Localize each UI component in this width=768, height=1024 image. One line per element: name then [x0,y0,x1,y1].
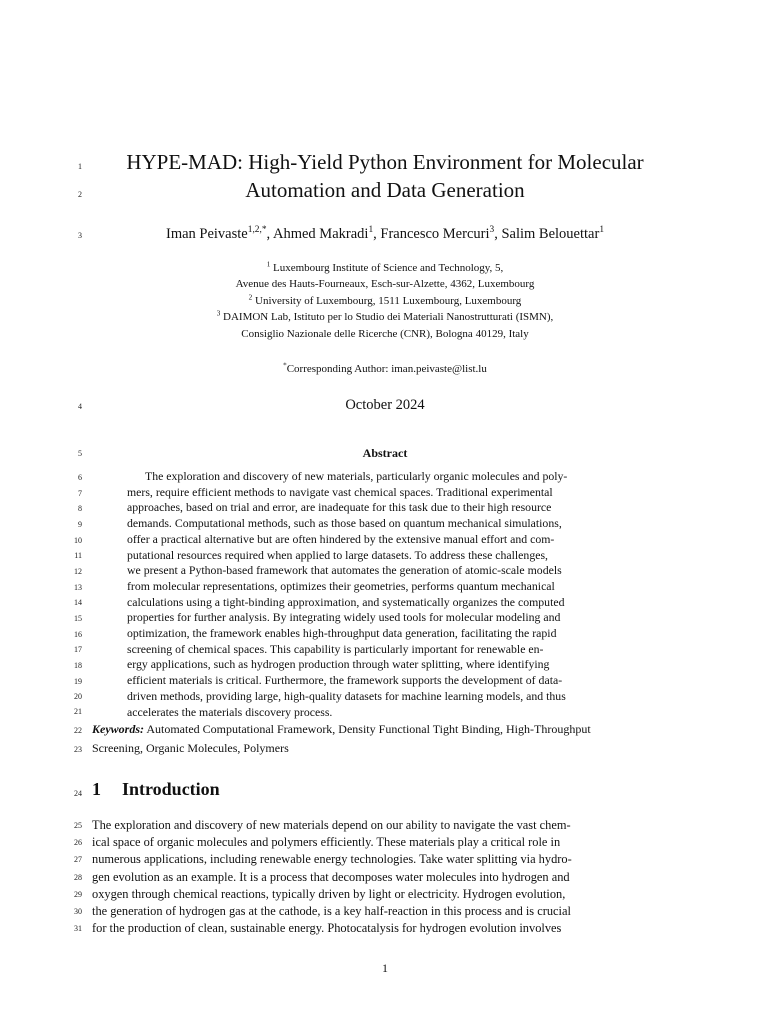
affiliation-line: $^1$ Luxembourg Institute of Science and Technology, 5, [266,260,504,274]
introduction-body [92,817,678,937]
line-number: 17 [74,645,82,654]
line-number: 19 [74,677,82,686]
line-number: 28 [74,873,82,882]
abstract-line: mers, require efficient methods to navigate vast chemical spaces. Traditional experimental [127,484,553,499]
body-line: numerous applications, including renewable energy technologies. Take water splitting via hydro- [92,852,572,867]
line-number: 13 [74,583,82,592]
line-number: 31 [74,924,82,933]
line-number: 23 [74,745,82,754]
affiliation-marker: 3 [216,309,221,318]
author-list [92,224,678,244]
line-number: 5 [78,449,82,458]
affiliation-line: Consiglio Nazionale delle Ricerche (CNR), Bologna 40129, Italy [241,327,529,340]
line-number: 21 [74,707,82,716]
line-number: 7 [78,489,82,498]
abstract-line: approaches, based on trial and error, are inadequate for this task due to their high resource [127,500,552,515]
abstract-body [127,469,643,720]
page-number: 1 [382,961,388,975]
corresponding-email: Corresponding Author: iman.peivaste@list.lu [286,363,487,375]
line-number: 22 [74,726,82,735]
keywords-line: Screening, Organic Molecules, Polymers [92,741,289,755]
section-number: 1 [92,779,101,799]
line-number: 15 [74,614,82,623]
author-separator: , [494,226,502,242]
paper-title-line-2: Automation and Data Generation [245,178,525,202]
body-line: ical space of organic molecules and polymers efficiently. These materials play a critical role in [92,835,561,850]
line-number: 20 [74,692,82,701]
body-line: for the production of clean, sustainable energy. Photocatalysis for hydrogen evolution involves [92,921,562,936]
body-line: The exploration and discovery of new materials depend on our ability to navigate the vast chem- [92,818,571,832]
author-name: Francesco Mercuri [380,226,490,242]
affiliation-marker: 2 [248,293,253,302]
author-name: Ahmed Makradi [273,226,369,242]
line-number: 30 [74,907,82,916]
abstract-line: we present a Python-based framework that automates the generation of atomic-scale models [127,563,562,578]
line-number: 14 [74,598,82,607]
author-affiliation-marker: 3 [489,225,495,236]
line-number: 2 [78,190,82,199]
abstract-line: ergy applications, such as hydrogen production through water splitting, where identifying [127,657,550,672]
affiliation-line: $^2$ University of Luxembourg, 1511 Luxembourg, Luxembourg [248,293,522,307]
paper-title-line-1: HYPE-MAD: High-Yield Python Environment for Molecular [126,150,644,174]
line-number: 10 [74,536,82,545]
author-name: Salim Belouettar [501,226,600,242]
author-affiliation-marker: 1,2,* [247,225,267,236]
abstract-line: from molecular representations, optimizes their geometries, performs quantum mechanical [127,578,555,593]
keywords-line [92,720,680,739]
corresponding-marker: * [283,361,287,370]
author-affiliation-marker: 1 [368,225,374,236]
author-name: Iman Peivaste [165,226,248,242]
line-number: 27 [74,855,82,864]
author-affiliation-marker: 1 [599,225,605,236]
author-separator: , [373,226,381,242]
abstract-line: optimization, the framework enables high-throughput data generation, facilitating the rapid [127,626,557,641]
abstract-line: screening of chemical spaces. This capability is particularly important for renewable en- [127,641,544,656]
affiliation-line: $^3$ DAIMON Lab, Istituto per lo Studio dei Materiali Nanostrutturati (ISMN), [216,309,554,324]
body-line: the generation of hydrogen gas at the cathode, is a key half-reaction in this process and is crucial [92,904,571,919]
line-number: 1 [78,162,82,171]
abstract-line: offer a practical alternative but are often hindered by the extensive manual effort and com- [127,531,555,546]
keywords-block [92,720,680,758]
line-number: 12 [74,567,82,576]
affiliation-line: Avenue des Hauts-Fourneaux, Esch-sur-Alzette, 4362, Luxembourg [235,278,535,291]
publication-date: October 2024 [345,397,425,413]
affiliation-block [92,260,678,342]
abstract-line: efficient materials is critical. Furthermore, the framework supports the development of data- [127,673,563,688]
line-number: 18 [74,661,82,670]
section-heading [92,778,220,800]
line-number: 25 [74,821,82,830]
line-number: 4 [78,402,82,411]
author-separator: , [266,226,273,242]
abstract-line: accelerates the materials discovery process. [127,704,333,719]
abstract-line: properties for further analysis. By integrating widely used tools for molecular modeling and [127,610,561,625]
line-number: 16 [74,630,82,639]
abstract-line: The exploration and discovery of new materials, particularly organic molecules and poly- [145,469,568,483]
line-number: 8 [78,504,82,513]
abstract-line: putational resources required when applied to large datasets. To address these challenges, [127,547,548,562]
corresponding-author [92,361,678,377]
body-line: oxygen through chemical reactions, typically driven by light or electricity. Hydrogen evolution, [92,886,566,901]
line-number: 3 [78,231,82,240]
keywords-text: Automated Computational Framework, Density Functional Tight Binding, High-Throughput [146,722,591,736]
line-number: 6 [78,473,82,482]
line-number: 9 [78,520,82,529]
line-number: 26 [74,838,82,847]
affiliation-marker: 1 [266,260,271,269]
abstract-line: demands. Computational methods, such as those based on quantum mechanical simulations, [127,516,562,531]
section-title: Introduction [122,779,220,799]
line-number: 11 [74,551,82,560]
line-number: 24 [74,789,82,798]
abstract-heading: Abstract [362,446,408,460]
keywords-label: Keywords: [92,722,144,736]
body-line: gen evolution as an example. It is a process that decomposes water molecules into hydrogen and [92,869,570,884]
abstract-line: driven methods, providing large, high-quality datasets for machine learning models, and thus [127,688,566,703]
abstract-line: calculations using a tight-binding approximation, and systematically organizes the computed [127,594,565,609]
line-number: 29 [74,890,82,899]
